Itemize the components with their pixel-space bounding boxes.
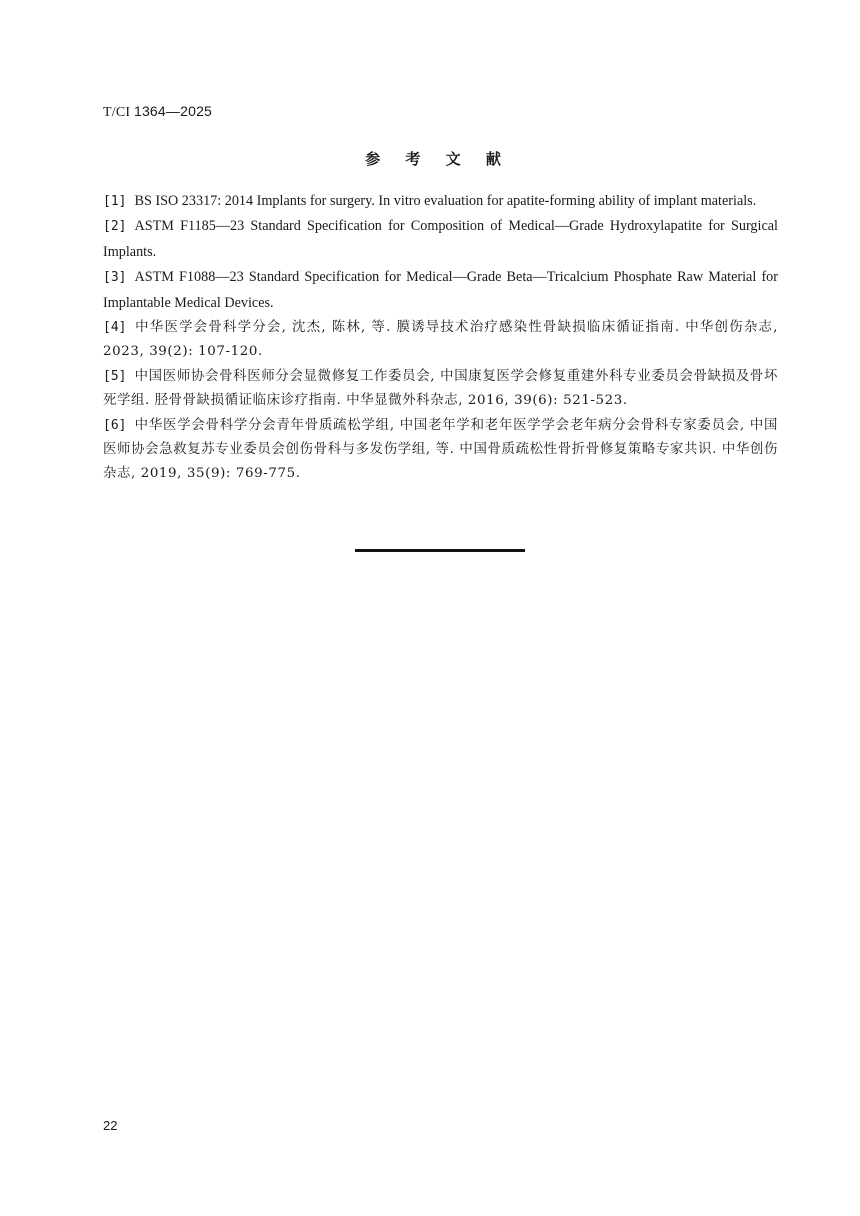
reference-text: 中国医师协会骨科医师分会显微修复工作委员会, 中国康复医学会修复重建外科专业委员会骨缺损及骨坏死学组. 胫骨骨缺损循证临床诊疗指南. 中华显微外科杂志, 2016, 39(6): 521-523. [103,368,778,409]
standard-code-number: 1364—2025 [133,103,213,119]
reference-number: [4] [103,320,127,336]
standard-code [103,103,212,121]
reference-number: [2] [103,219,127,235]
reference-item-1 [103,189,778,214]
reference-number: [3] [103,270,127,286]
reference-item-4 [103,316,778,365]
reference-item-5 [103,365,778,414]
end-of-document-rule [355,549,525,552]
reference-item-3 [103,265,778,316]
reference-item-2 [103,214,778,265]
reference-text: ASTM F1185—23 Standard Specification for Composition of Medical—Grade Hydroxylapatite for Surgical Implants. [103,218,778,260]
reference-text: ASTM F1088—23 Standard Specification for Medical—Grade Beta—Tricalcium Phosphate Raw Material for Implantable Medical Devices. [103,269,778,311]
reference-text: 中华医学会骨科学分会, 沈杰, 陈林, 等. 膜诱导技术治疗感染性骨缺损临床循证指南. 中华创伤杂志, 2023, 39(2): 107-120. [103,320,778,360]
reference-text: 中华医学会骨科学分会青年骨质疏松学组, 中国老年学和老年医学学会老年病分会骨科专家委员会, 中国医师协会急救复苏专业委员会创伤骨科与多发伤学组, 等. 中国骨质疏松性骨折骨修复策略专家共识. 中华创伤杂志, 2019, 35(9): 769-775. [103,417,778,482]
reference-text: BS ISO 23317: 2014 Implants for surgery. In vitro evaluation for apatite-forming ability of implant materials. [134,193,757,209]
section-title: 参 考 文 献 [365,150,511,168]
reference-item-6 [103,414,778,487]
reference-number: [6] [103,417,127,433]
reference-number: [5] [103,368,127,384]
page-number: 22 [103,1118,118,1133]
standard-code-prefix: T/CI [103,105,134,120]
reference-list [103,189,778,487]
reference-number: [1] [103,194,127,209]
